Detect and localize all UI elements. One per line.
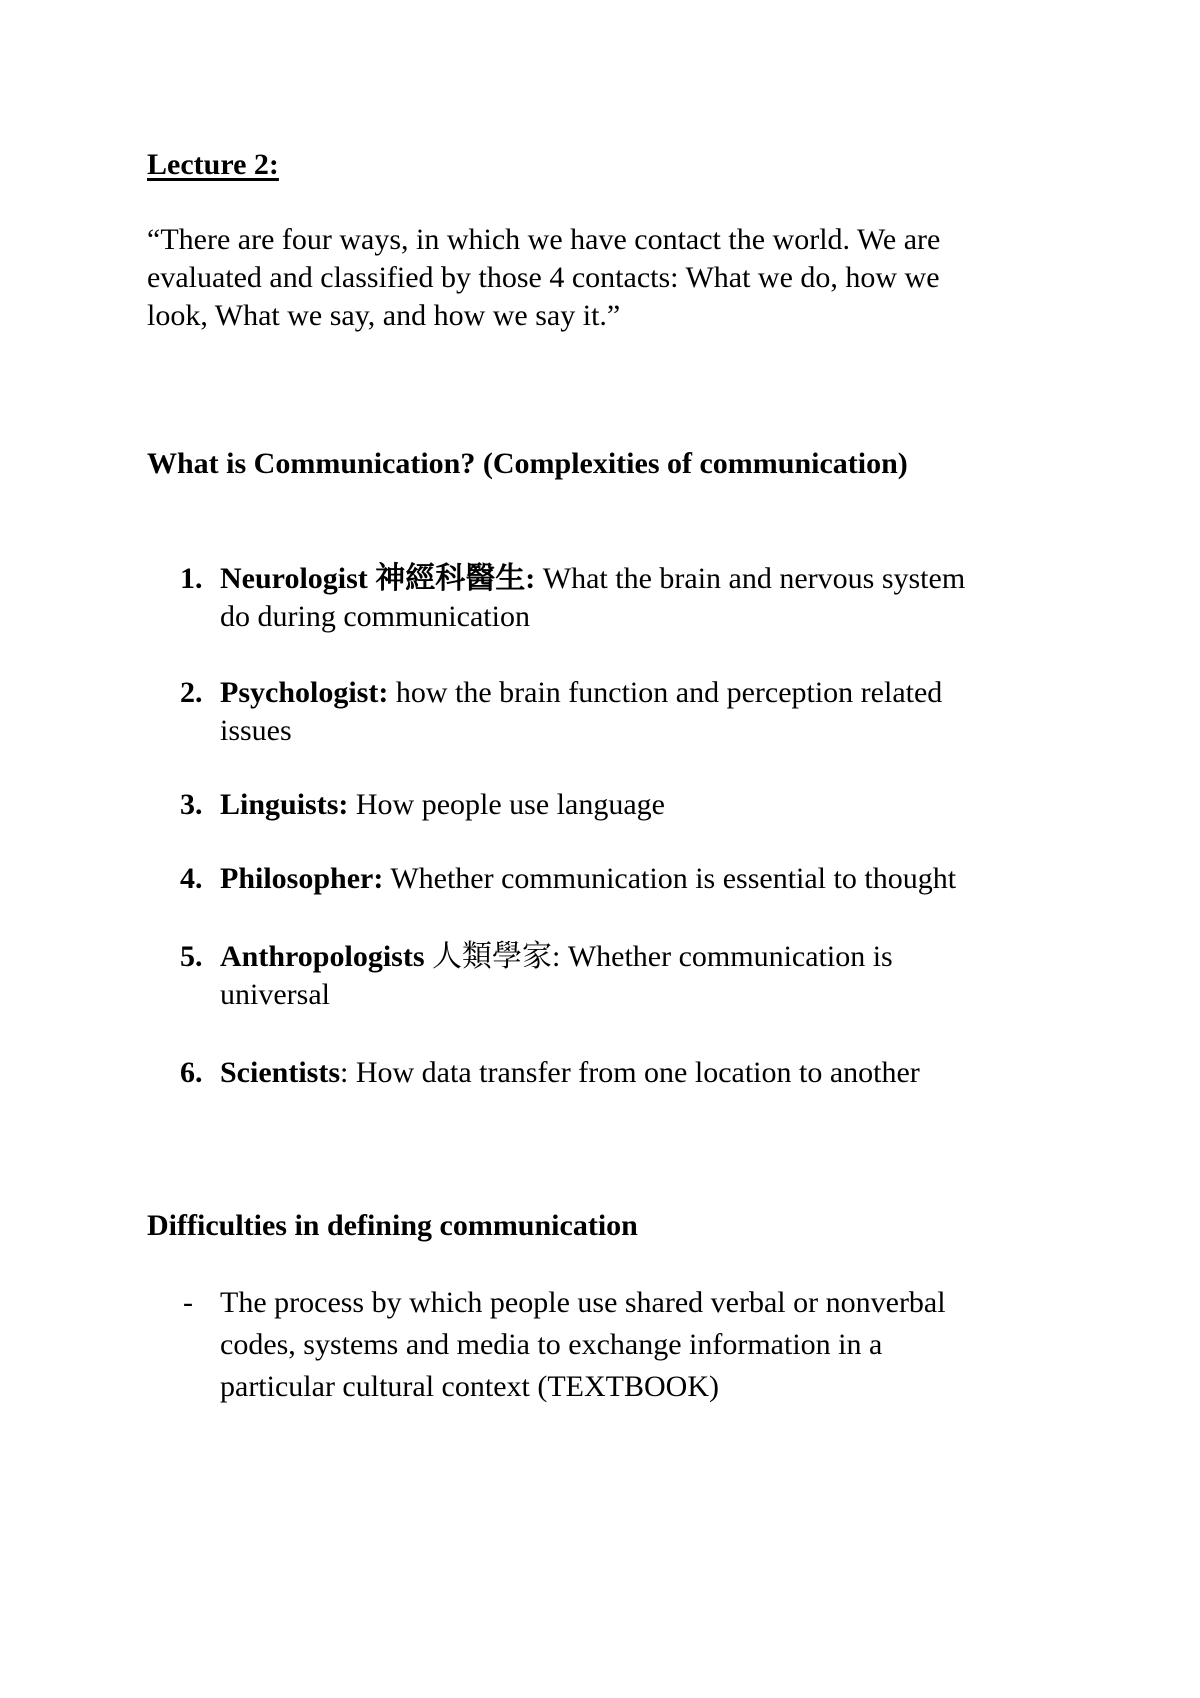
list-term: Anthropologists — [220, 940, 425, 973]
list-number: 2. — [180, 676, 203, 709]
list-item-line: issues — [220, 714, 292, 747]
list-item-line — [220, 938, 1060, 976]
list-item-line — [220, 786, 1060, 824]
list-description: how the brain function and perception related — [388, 676, 943, 709]
list-description: 人類學家: Whether communication is — [424, 940, 893, 973]
list-item-body — [220, 560, 1060, 636]
list-item-line: do during communication — [220, 600, 530, 633]
opening-quote — [147, 221, 1027, 335]
list-description: : How data transfer from one location to another — [340, 1056, 920, 1089]
list-item-line — [220, 674, 1060, 712]
quote-line: “There are four ways, in which we have contact the world. We are — [147, 223, 941, 256]
list-item-body — [220, 860, 1060, 898]
bullet-marker: - — [183, 1286, 193, 1319]
lecture-title: Lecture 2: — [147, 148, 279, 181]
list-description: Whether communication is essential to thought — [383, 862, 957, 895]
list-term: Neurologist 神經科醫生: — [220, 562, 536, 595]
list-description: What the brain and nervous system — [535, 562, 966, 595]
list-item-body — [220, 1054, 1060, 1092]
list-item-line — [220, 1054, 1060, 1092]
list-item-line — [220, 560, 1060, 598]
list-term: Psychologist: — [220, 676, 389, 709]
bullet-body — [220, 1282, 1060, 1408]
list-term: Philosopher: — [220, 862, 384, 895]
list-item-line: universal — [220, 978, 330, 1011]
bullet-line: codes, systems and media to exchange information in a — [220, 1328, 883, 1361]
quote-line: evaluated and classified by those 4 contacts: What we do, how we — [147, 261, 940, 294]
list-number: 3. — [180, 788, 203, 821]
section-heading-difficulties: Difficulties in defining communication — [147, 1209, 638, 1242]
list-item-body — [220, 938, 1060, 1014]
section-heading-what-is-communication: What is Communication? (Complexities of communication) — [147, 447, 908, 480]
list-term: Linguists: — [220, 788, 349, 821]
bullet-line: particular cultural context (TEXTBOOK) — [220, 1370, 719, 1403]
list-term: Scientists — [220, 1056, 340, 1089]
list-number: 4. — [180, 862, 203, 895]
list-item-line — [220, 860, 1060, 898]
list-item-body — [220, 786, 1060, 824]
list-item-body — [220, 674, 1060, 750]
list-number: 1. — [180, 562, 203, 595]
list-number: 5. — [180, 940, 203, 973]
bullet-line: The process by which people use shared verbal or nonverbal — [220, 1286, 946, 1319]
list-number: 6. — [180, 1056, 203, 1089]
list-description: How people use language — [348, 788, 665, 821]
quote-line: look, What we say, and how we say it.” — [147, 299, 621, 332]
